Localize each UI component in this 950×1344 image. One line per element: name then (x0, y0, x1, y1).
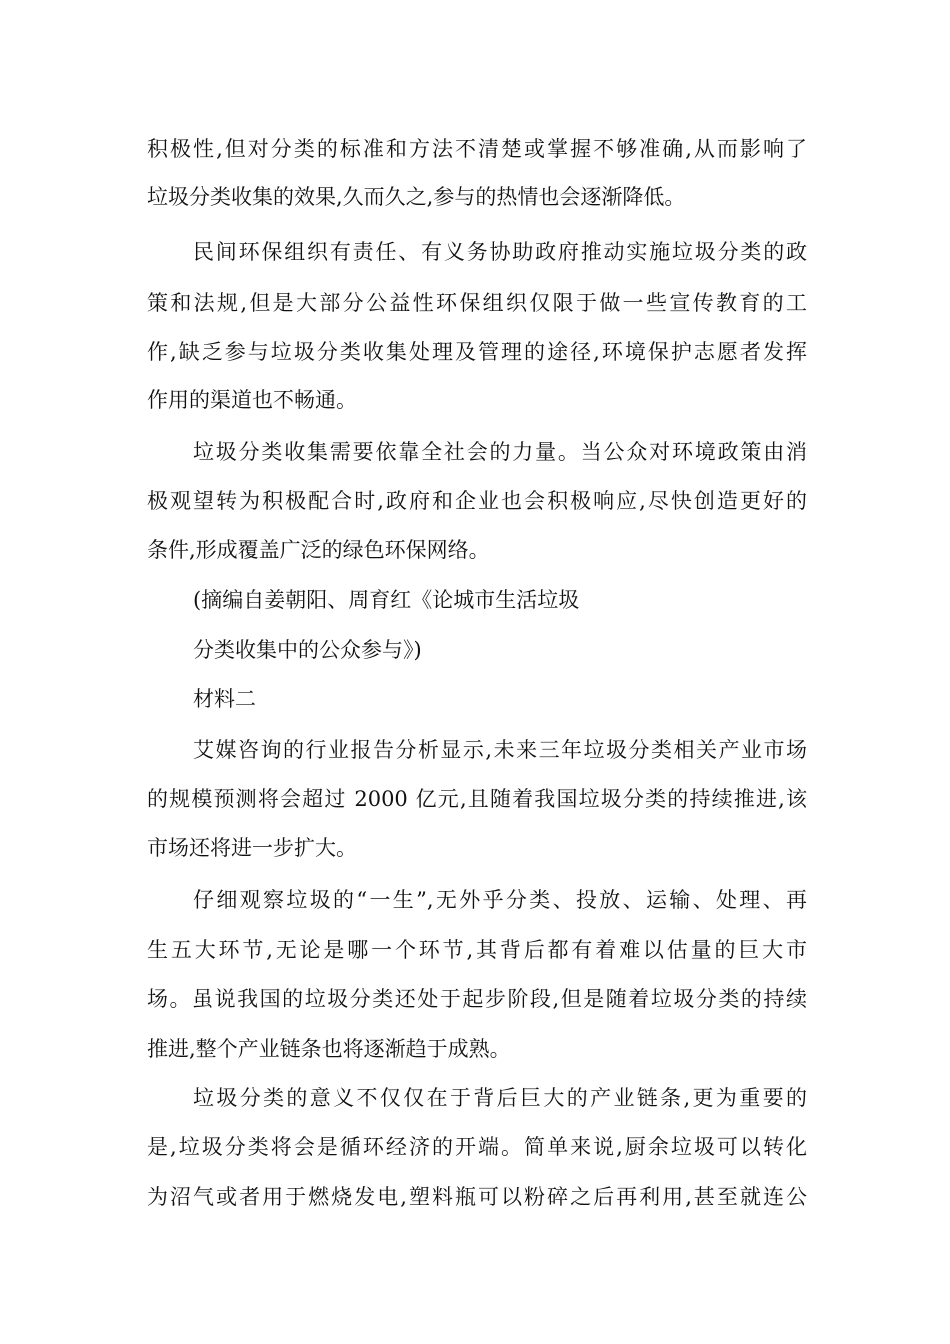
section-heading: 材料二 (193, 687, 256, 711)
citation-line-1: (摘编自姜朝阳、周育红《论城市生活垃圾 (193, 588, 580, 612)
paragraph-4-line-2: 的规模预测将会超过 2000 亿元,且随着我国垃圾分类的持续推进,该 (147, 787, 807, 811)
paragraph-1-line-2: 垃圾分类收集的效果,久而久之,参与的热情也会逐渐降低。 (147, 185, 686, 209)
paragraph-5-line-1: 仔细观察垃圾的“一生”,无外乎分类、投放、运输、处理、再 (193, 888, 807, 912)
paragraph-6-line-3: 为沼气或者用于燃烧发电,塑料瓶可以粉碎之后再利用,甚至就连公 (147, 1185, 807, 1209)
paragraph-3-line-3: 条件,形成覆盖广泛的绿色环保网络。 (147, 538, 490, 562)
paragraph-2-line-4: 作用的渠道也不畅通。 (147, 388, 357, 412)
paragraph-5-line-4: 推进,整个产业链条也将逐渐趋于成熟。 (147, 1037, 511, 1061)
paragraph-5-line-3: 场。虽说我国的垃圾分类还处于起步阶段,但是随着垃圾分类的持续 (147, 987, 807, 1011)
paragraph-5-line-2: 生五大环节,无论是哪一个环节,其背后都有着难以估量的巨大市 (147, 938, 807, 962)
paragraph-2-line-3: 作,缺乏参与垃圾分类收集处理及管理的途径,环境保护志愿者发挥 (147, 340, 807, 364)
paragraph-1-line-1: 积极性,但对分类的标准和方法不清楚或掌握不够准确,从而影响了 (147, 137, 807, 161)
paragraph-4-line-1: 艾媒咨询的行业报告分析显示,未来三年垃圾分类相关产业市场 (193, 738, 807, 762)
paragraph-3-line-2: 极观望转为积极配合时,政府和企业也会积极响应,尽快创造更好的 (147, 489, 807, 513)
paragraph-4-line-3: 市场还将进一步扩大。 (147, 836, 357, 860)
paragraph-2-line-2: 策和法规,但是大部分公益性环保组织仅限于做一些宣传教育的工 (147, 291, 807, 315)
citation-line-2: 分类收集中的公众参与》) (193, 638, 422, 662)
paragraph-2-line-1: 民间环保组织有责任、有义务协助政府推动实施垃圾分类的政 (193, 240, 807, 264)
paragraph-6-line-2: 是,垃圾分类将会是循环经济的开端。简单来说,厨余垃圾可以转化 (147, 1135, 807, 1159)
paragraph-3-line-1: 垃圾分类收集需要依靠全社会的力量。当公众对环境政策由消 (193, 440, 807, 464)
paragraph-6-line-1: 垃圾分类的意义不仅仅在于背后巨大的产业链条,更为重要的 (193, 1086, 807, 1110)
